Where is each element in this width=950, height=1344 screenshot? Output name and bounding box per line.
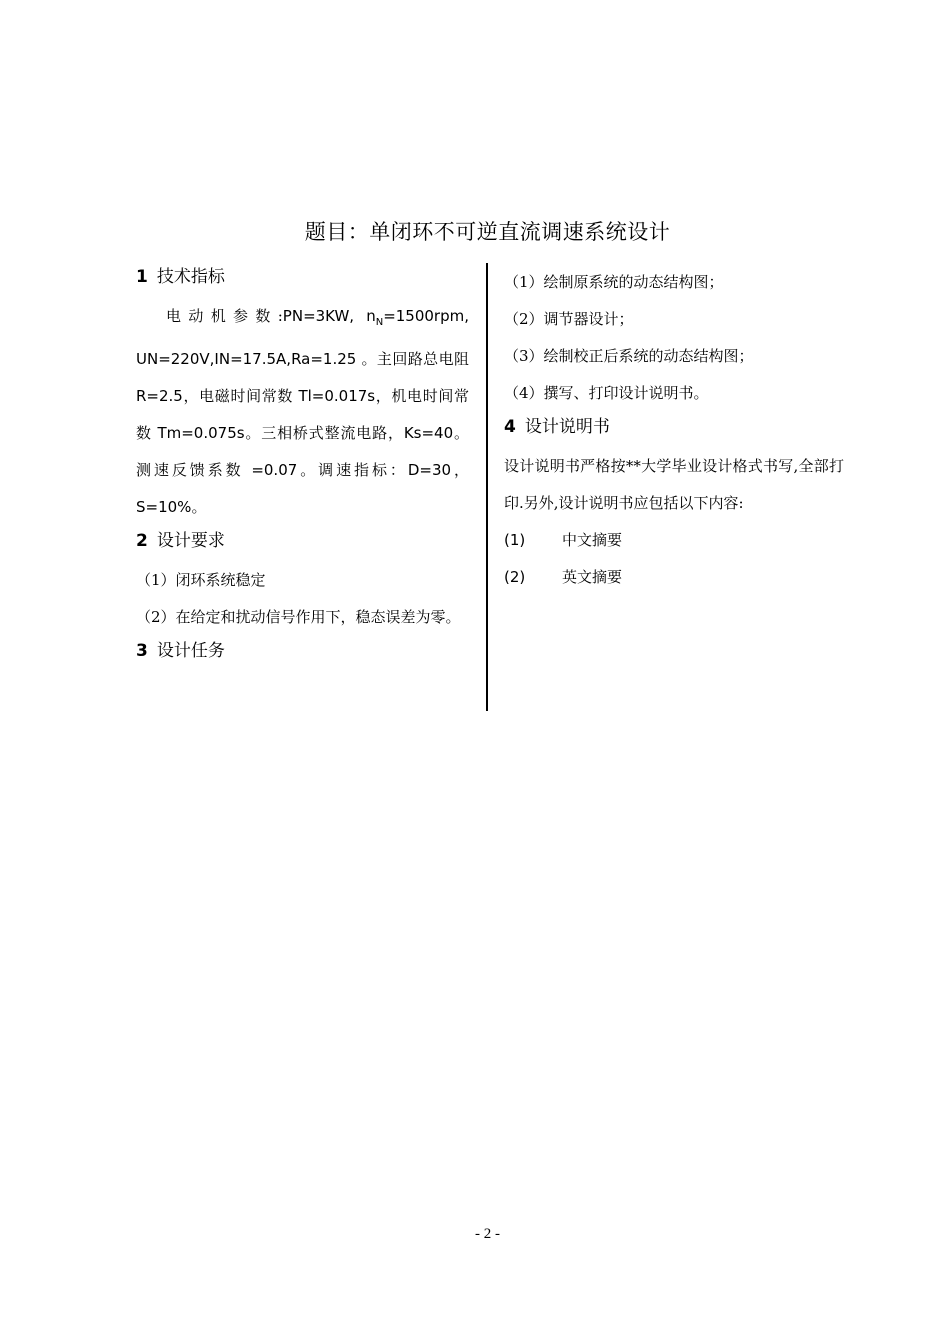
section-number: 2 [136,531,148,551]
task-item: （4）撰写、打印设计说明书。 [504,384,709,402]
specs-paragraph: 电动机参数:PN=3KW, $n_N=1500rpm$, UN=220V,IN=17.5A,Ra=1.25 。主回路总电阻 R=2.5，电磁时间常数 Tl=0.017s，机电时间常数 Tm=0.075s。三相桥式整流电路，Ks=40。测速反馈系数 =0.07。调速指标：D=30，S=10%。 [136,307,469,516]
column-divider [486,263,488,711]
requirement-item: （2）在给定和扰动信号作用下，稳态误差为零。 [136,608,461,626]
task-item: （2）调节器设计； [504,310,634,328]
list-item [504,522,844,559]
section-heading-4 [504,412,844,442]
section-title: 设计说明书 [524,417,610,437]
section-number: 1 [136,267,148,287]
page-title: 题目：单闭环不可逆直流调速系统设计 [304,220,671,244]
task-item: （3）绘制校正后系统的动态结构图； [504,347,754,365]
list-label: 中文摘要 [562,531,623,549]
section-title: 设计任务 [156,641,225,661]
list-label: 英文摘要 [562,568,623,586]
list-number: (1) [504,531,526,549]
section-number: 3 [136,641,148,661]
section-title: 技术指标 [156,267,225,287]
section-heading-1 [136,262,469,292]
manual-paragraph: 设计说明书严格按**大学毕业设计格式书写,全部打印.另外,设计说明书应包括以下内容: [504,457,844,512]
page-number: - 2 - [475,1226,500,1242]
section-title: 设计要求 [156,531,225,551]
section-heading-3 [136,636,469,666]
section-number: 4 [504,417,516,437]
left-column [136,262,469,666]
list-item [504,559,844,596]
list-number: (2) [504,568,526,586]
section-heading-2 [136,526,469,556]
requirement-item: （1）闭环系统稳定 [136,571,266,589]
right-column [504,264,844,596]
task-item: （1）绘制原系统的动态结构图； [504,273,724,291]
